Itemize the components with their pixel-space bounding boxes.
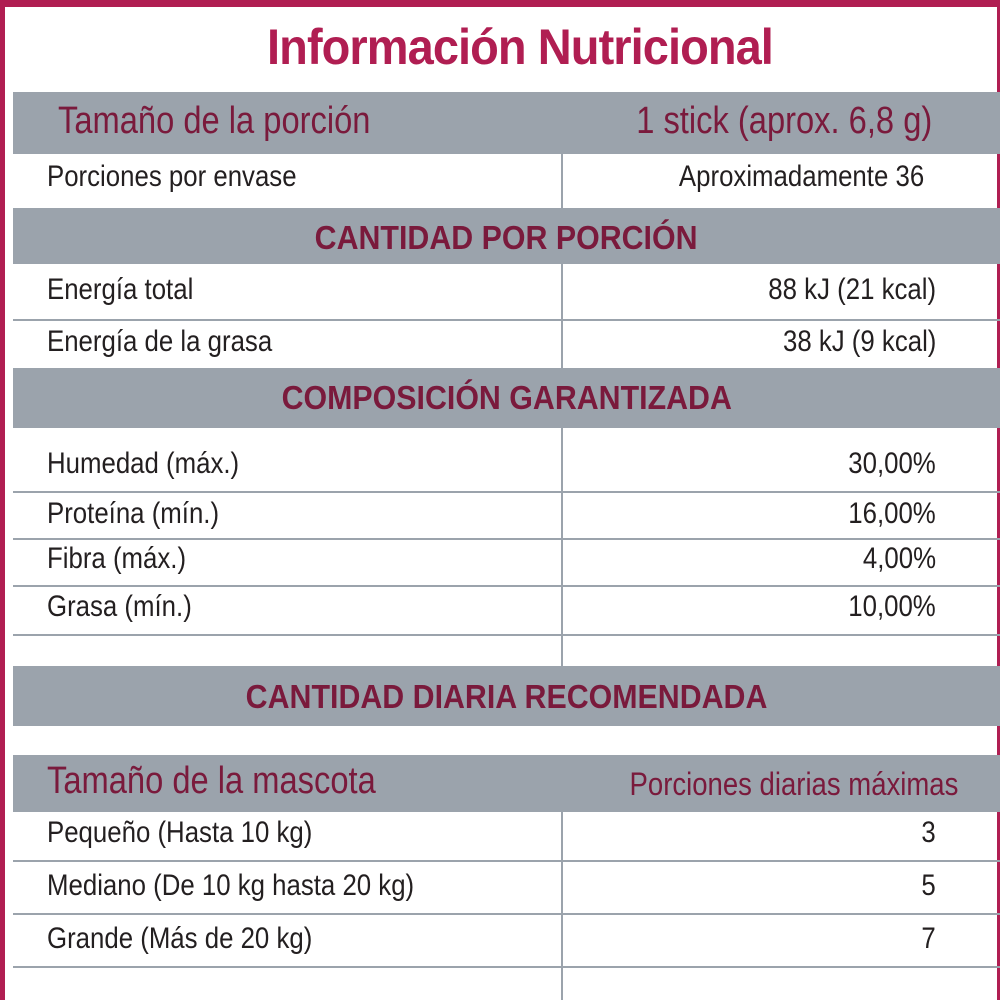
max-servings-column-header: Porciones diarias máximas	[629, 766, 958, 802]
small-pet-value: 3	[921, 816, 936, 849]
moisture-label: Humedad (máx.)	[47, 447, 240, 480]
small-pet-label: Pequeño (Hasta 10 kg)	[47, 816, 313, 849]
large-pet-label: Grande (Más de 20 kg)	[47, 922, 313, 955]
fat-label: Grasa (mín.)	[47, 590, 192, 623]
column-divider	[561, 812, 563, 1000]
protein-value: 16,00%	[848, 497, 936, 530]
protein-label: Proteína (mín.)	[47, 497, 220, 530]
fiber-label: Fibra (máx.)	[47, 542, 187, 575]
left-border	[0, 0, 5, 1000]
large-pet-value: 7	[921, 922, 936, 955]
column-divider	[561, 428, 563, 666]
fat-value: 10,00%	[848, 590, 936, 623]
total-energy-label: Energía total	[47, 273, 194, 306]
fat-energy-value: 38 kJ (9 kcal)	[782, 325, 936, 358]
column-divider	[561, 154, 563, 208]
divider	[13, 966, 1000, 968]
moisture-value: 30,00%	[848, 447, 936, 480]
guaranteed-analysis-heading: COMPOSICIÓN GARANTIZADA	[281, 379, 732, 416]
divider	[13, 634, 1000, 636]
servings-per-container-label: Porciones por envase	[47, 160, 297, 193]
top-border	[0, 0, 1000, 7]
divider	[13, 491, 1000, 493]
serving-size-value: 1 stick (aprox. 6,8 g)	[635, 100, 932, 142]
divider	[13, 319, 1000, 321]
serving-size-label: Tamaño de la porción	[58, 100, 371, 142]
medium-pet-value: 5	[921, 869, 936, 902]
medium-pet-label: Mediano (De 10 kg hasta 20 kg)	[47, 869, 415, 902]
column-divider	[561, 264, 563, 368]
pet-size-column-header: Tamaño de la mascota	[47, 760, 376, 802]
divider	[13, 860, 1000, 862]
daily-recommendation-heading: CANTIDAD DIARIA RECOMENDADA	[245, 678, 768, 715]
page-title: Información Nutricional	[267, 19, 773, 75]
fiber-value: 4,00%	[862, 542, 936, 575]
divider	[13, 538, 1000, 540]
divider	[13, 585, 1000, 587]
divider	[13, 913, 1000, 915]
amount-per-serving-heading: CANTIDAD POR PORCIÓN	[315, 219, 698, 256]
fat-energy-label: Energía de la grasa	[47, 325, 273, 358]
total-energy-value: 88 kJ (21 kcal)	[768, 273, 936, 306]
servings-per-container-value: Aproximadamente 36	[678, 160, 924, 193]
